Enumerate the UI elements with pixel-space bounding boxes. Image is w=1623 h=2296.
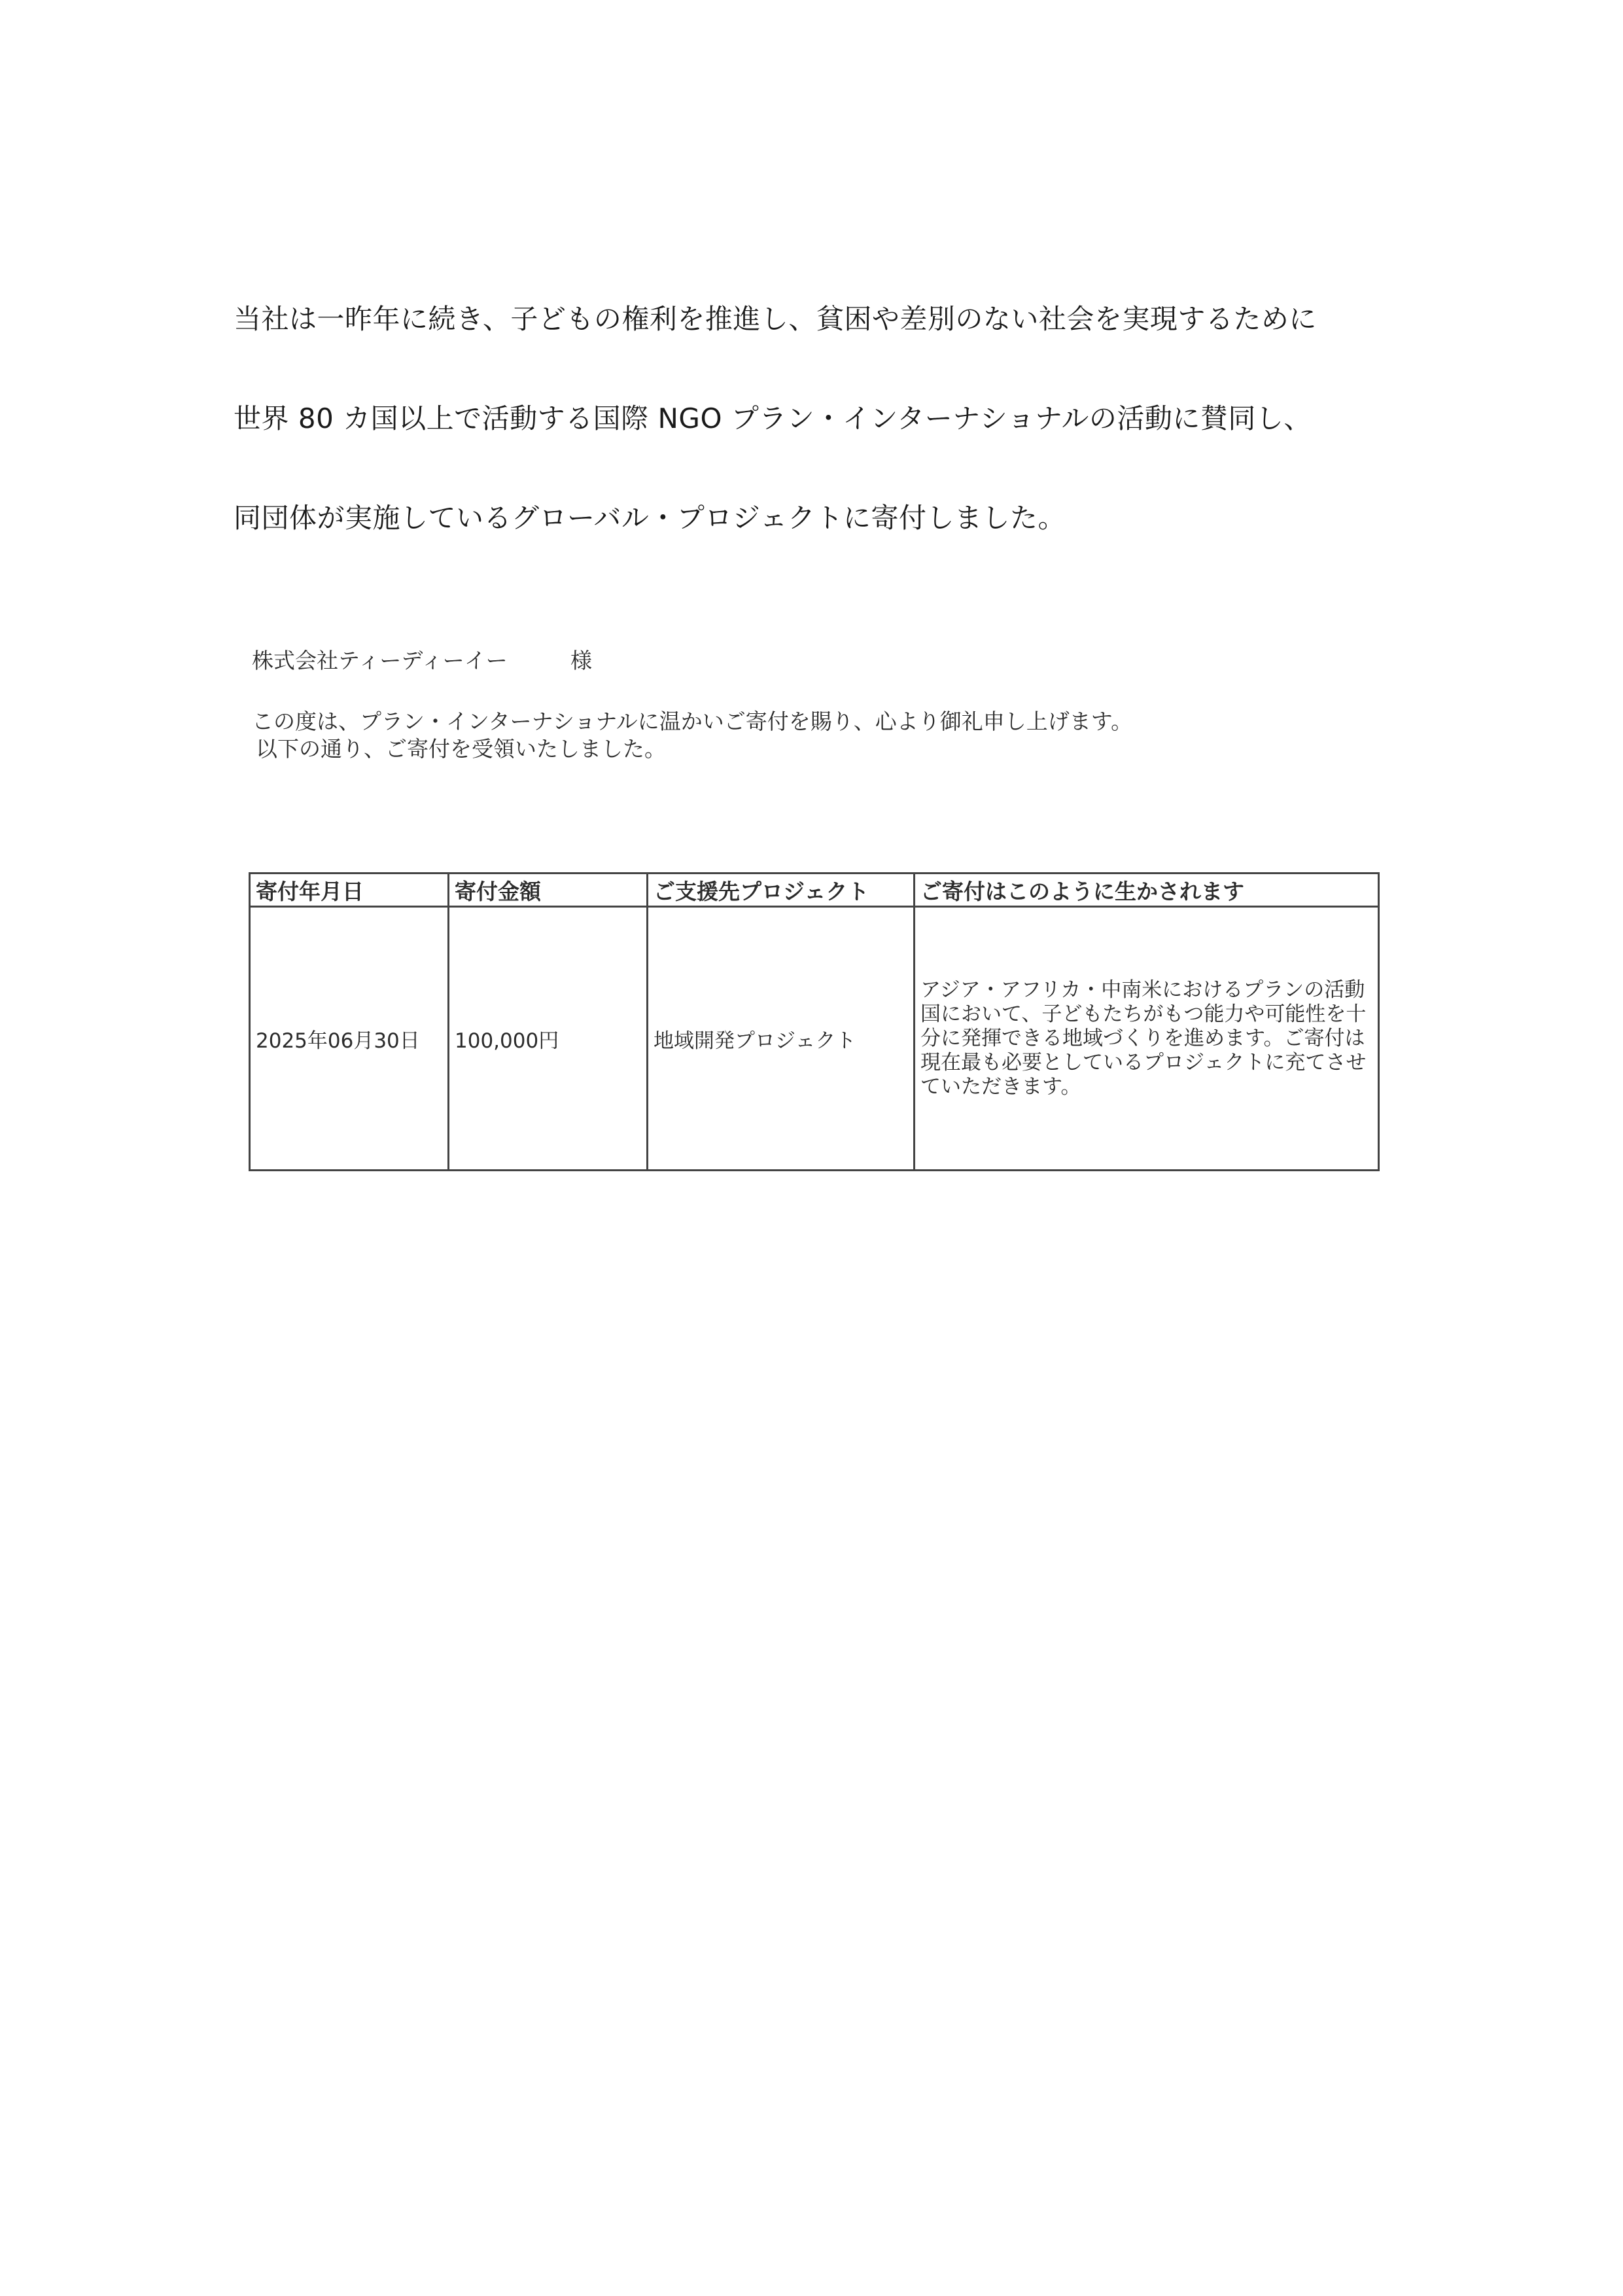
header-donation-usage: ご寄付はこのように生かされます	[915, 874, 1379, 907]
header-supported-project: ご支援先プロジェクト	[648, 874, 915, 907]
donation-table	[249, 872, 1380, 1171]
intro-line-3: 同団体が実施しているグローバル・プロジェクトに寄付しました。	[234, 502, 1066, 534]
thanks-line-1: この度は、プラン・インターナショナルに温かいご寄付を賜り、心より御礼申し上げます。	[252, 709, 1133, 734]
recipient-name: 株式会社ティーディーイー	[252, 648, 508, 673]
header-donation-date: 寄付年月日	[250, 874, 449, 907]
intro-line-1: 当社は一昨年に続き、子どもの権利を推進し、貧困や差別のない社会を実現するために	[234, 303, 1317, 335]
intro-line-2: 世界 80 カ国以上で活動する国際 NGO プラン・インターナショナルの活動に賛同し、	[234, 402, 1312, 434]
donation-usage: アジア・アフリカ・中南米におけるプランの活動国において、子どもたちがもつ能力や可能性を十分に発揮できる地域づくりを進めます。ご寄付は現在最も必要としているプロジェクトに充てさせていただきます。	[915, 907, 1379, 1171]
donation-amount: 100,000円	[449, 907, 648, 1171]
header-donation-amount: 寄付金額	[449, 874, 648, 907]
table-row	[250, 907, 1379, 1171]
table-header-row	[250, 874, 1379, 907]
donation-date: 2025年06月30日	[250, 907, 449, 1171]
thanks-line-2: 以下の通り、ご寄付を受領いたしました。	[256, 736, 666, 762]
recipient-honorific: 様	[570, 648, 592, 673]
supported-project: 地域開発プロジェクト	[648, 907, 915, 1171]
